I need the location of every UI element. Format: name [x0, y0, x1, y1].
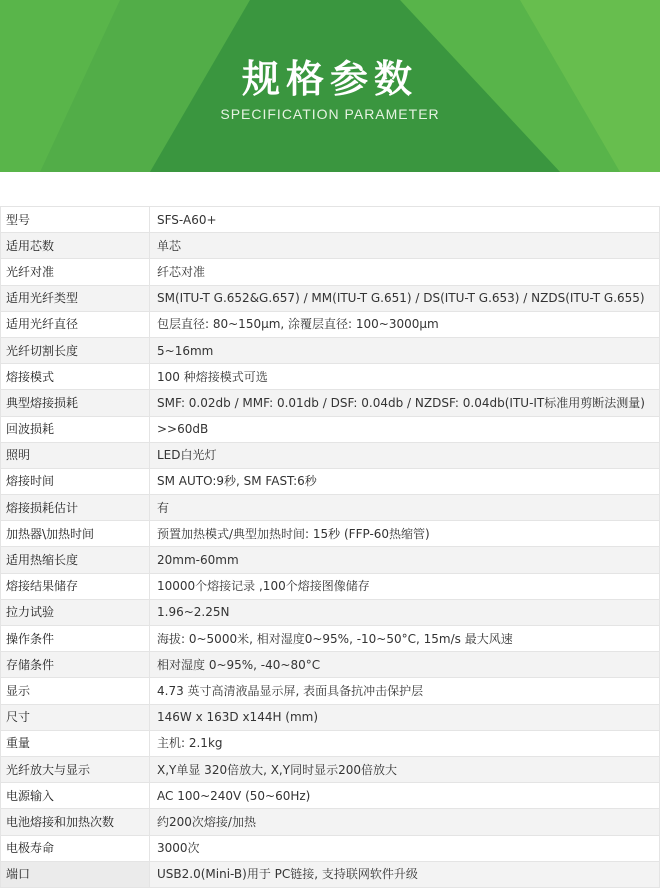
spec-value: 纤芯对准	[150, 259, 660, 285]
spec-label: 光纤对准	[1, 259, 150, 285]
spec-value: 单芯	[150, 233, 660, 259]
spec-value: 海拔: 0~5000米, 相对湿度0~95%, -10~50°C, 15m/s 最大风速	[150, 626, 660, 652]
table-row	[1, 521, 660, 547]
spec-label: 熔接时间	[1, 468, 150, 494]
table-row	[1, 652, 660, 678]
spec-label: 适用光纤类型	[1, 285, 150, 311]
table-row	[1, 285, 660, 311]
spec-value: 5~16mm	[150, 337, 660, 363]
spec-value: 有	[150, 495, 660, 521]
spec-label: 适用芯数	[1, 233, 150, 259]
page-subtitle: SPECIFICATION PARAMETER	[220, 106, 440, 122]
table-row	[1, 468, 660, 494]
spec-value: 主机: 2.1kg	[150, 730, 660, 756]
table-row	[1, 364, 660, 390]
table-row	[1, 783, 660, 809]
table-row	[1, 626, 660, 652]
table-row	[1, 730, 660, 756]
spec-label: 操作条件	[1, 626, 150, 652]
table-row	[1, 573, 660, 599]
table-row	[1, 756, 660, 782]
spec-value: SM AUTO:9秒, SM FAST:6秒	[150, 468, 660, 494]
spec-value: 100 种熔接模式可选	[150, 364, 660, 390]
spec-value: SFS-A60+	[150, 207, 660, 233]
spec-value: 1.96~2.25N	[150, 599, 660, 625]
spec-label: 熔接模式	[1, 364, 150, 390]
spec-label: 加热器\加热时间	[1, 521, 150, 547]
spec-label: 熔接结果储存	[1, 573, 150, 599]
spec-value: 4.73 英寸高清液晶显示屏, 表面具备抗冲击保护层	[150, 678, 660, 704]
spec-label: 适用热缩长度	[1, 547, 150, 573]
spec-value: LED白光灯	[150, 442, 660, 468]
spec-value: >>60dB	[150, 416, 660, 442]
table-row	[1, 809, 660, 835]
spec-label: 光纤放大与显示	[1, 756, 150, 782]
spec-value: 3000次	[150, 835, 660, 861]
spec-value: 20mm-60mm	[150, 547, 660, 573]
spec-label: 光纤切割长度	[1, 337, 150, 363]
spec-label: 显示	[1, 678, 150, 704]
spec-value: 包层直径: 80~150μm, 涂覆层直径: 100~3000μm	[150, 311, 660, 337]
spec-label: 电源输入	[1, 783, 150, 809]
spec-label: 照明	[1, 442, 150, 468]
table-row	[1, 678, 660, 704]
table-row	[1, 861, 660, 887]
table-row	[1, 337, 660, 363]
spec-value: 预置加热模式/典型加热时间: 15秒 (FFP-60热缩管)	[150, 521, 660, 547]
table-row	[1, 547, 660, 573]
spec-value: 146W x 163D x144H (mm)	[150, 704, 660, 730]
spec-value: 约200次熔接/加热	[150, 809, 660, 835]
spec-label: 存储条件	[1, 652, 150, 678]
spec-value: X,Y单显 320倍放大, X,Y同时显示200倍放大	[150, 756, 660, 782]
table-row	[1, 207, 660, 233]
spec-label: 型号	[1, 207, 150, 233]
header-banner	[0, 0, 660, 172]
table-row	[1, 259, 660, 285]
table-row	[1, 442, 660, 468]
spec-label: 重量	[1, 730, 150, 756]
spec-label: 尺寸	[1, 704, 150, 730]
table-row	[1, 495, 660, 521]
table-row	[1, 835, 660, 861]
spec-value: AC 100~240V (50~60Hz)	[150, 783, 660, 809]
spec-label: 电池熔接和加热次数	[1, 809, 150, 835]
spec-value: USB2.0(Mini-B)用于 PC链接, 支持联网软件升级	[150, 861, 660, 887]
table-row	[1, 599, 660, 625]
spec-label: 典型熔接损耗	[1, 390, 150, 416]
spec-value: 相对湿度 0~95%, -40~80°C	[150, 652, 660, 678]
table-row	[1, 233, 660, 259]
table-row	[1, 704, 660, 730]
spec-label: 熔接损耗估计	[1, 495, 150, 521]
spec-label: 端口	[1, 861, 150, 887]
spec-table	[0, 206, 660, 888]
spec-label: 拉力试验	[1, 599, 150, 625]
spec-value: SM(ITU-T G.652&G.657) / MM(ITU-T G.651) / DS(ITU-T G.653) / NZDS(ITU-T G.655)	[150, 285, 660, 311]
spec-table-body	[1, 207, 660, 888]
table-row	[1, 390, 660, 416]
spec-label: 回波损耗	[1, 416, 150, 442]
spec-label: 电极寿命	[1, 835, 150, 861]
spec-value: SMF: 0.02db / MMF: 0.01db / DSF: 0.04db / NZDSF: 0.04db(ITU-IT标准用剪断法测量)	[150, 390, 660, 416]
spec-label: 适用光纤直径	[1, 311, 150, 337]
table-row	[1, 311, 660, 337]
page-title: 规格参数	[241, 57, 418, 101]
spec-value: 10000个熔接记录 ,100个熔接图像储存	[150, 573, 660, 599]
table-row	[1, 416, 660, 442]
